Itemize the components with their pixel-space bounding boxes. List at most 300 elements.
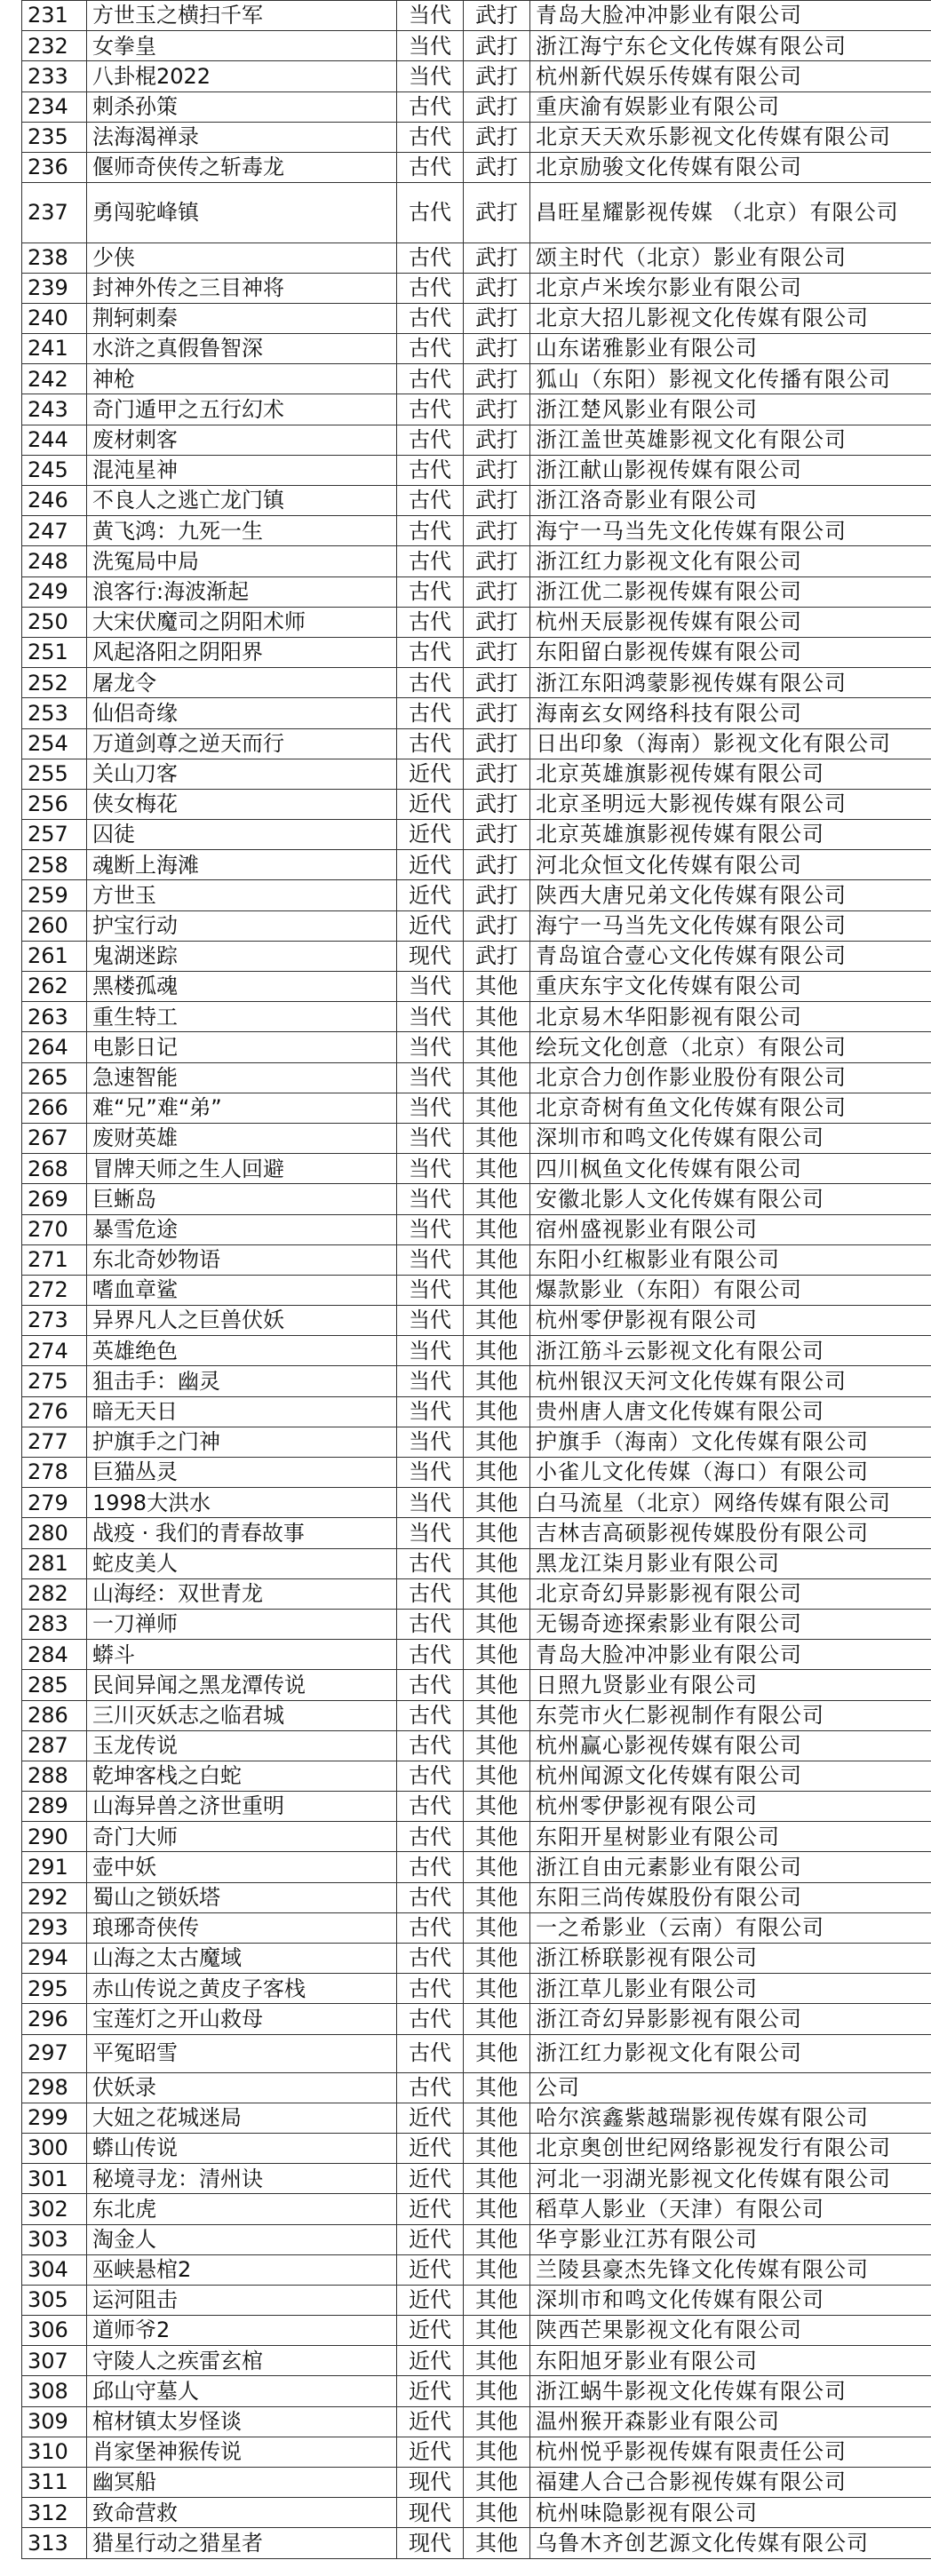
- row-number: 244: [22, 425, 87, 455]
- company-cell: 北京励骏文化传媒有限公司: [530, 152, 931, 182]
- era-cell: 当代: [397, 1244, 464, 1275]
- company-cell: 东阳三尚传媒股份有限公司: [530, 1882, 931, 1912]
- row-number: 260: [22, 910, 87, 941]
- genre-cell: 武打: [464, 546, 530, 576]
- film-title: 冒牌天师之生人回避: [87, 1154, 397, 1184]
- film-title: 蛇皮美人: [87, 1548, 397, 1578]
- era-cell: 当代: [397, 1032, 464, 1062]
- genre-cell: 武打: [464, 910, 530, 941]
- era-cell: 古代: [397, 152, 464, 182]
- table-row: [22, 455, 931, 485]
- genre-cell: 其他: [464, 1609, 530, 1639]
- film-title: 棺材镇太岁怪谈: [87, 2406, 397, 2437]
- row-number: 312: [22, 2498, 87, 2528]
- film-title: 平冤昭雪: [87, 2034, 397, 2072]
- film-title: 山海之太古魔域: [87, 1944, 397, 1974]
- company-cell: 北京奇幻异影影视有限公司: [530, 1578, 931, 1609]
- era-cell: 当代: [397, 31, 464, 61]
- row-number: 306: [22, 2316, 87, 2346]
- company-cell: 青岛谊合壹心文化传媒有限公司: [530, 941, 931, 971]
- company-cell: 浙江红力影视文化有限公司: [530, 2034, 931, 2072]
- film-title: 急速智能: [87, 1062, 397, 1093]
- table-row: [22, 516, 931, 546]
- genre-cell: 其他: [464, 2164, 530, 2194]
- film-title: 异界凡人之巨兽伏妖: [87, 1306, 397, 1336]
- genre-cell: 武打: [464, 31, 530, 61]
- genre-cell: 其他: [464, 1032, 530, 1062]
- company-cell: 日照九贤影业有限公司: [530, 1670, 931, 1700]
- genre-cell: 其他: [464, 2034, 530, 2072]
- film-title: 一刀禅师: [87, 1609, 397, 1639]
- company-cell: 绘玩文化创意（北京）有限公司: [530, 1032, 931, 1062]
- company-cell: 北京英雄旗影视传媒有限公司: [530, 759, 931, 789]
- company-cell: 河北众恒文化传媒有限公司: [530, 850, 931, 880]
- genre-cell: 其他: [464, 1123, 530, 1153]
- company-cell: 浙江楚风影业有限公司: [530, 394, 931, 425]
- era-cell: 古代: [397, 334, 464, 364]
- table-row: [22, 183, 931, 242]
- row-number: 246: [22, 486, 87, 516]
- row-number: 269: [22, 1184, 87, 1214]
- era-cell: 古代: [397, 273, 464, 303]
- table-row: [22, 1366, 931, 1396]
- film-title: 赤山传说之黄皮子客栈: [87, 1974, 397, 2004]
- era-cell: 近代: [397, 2316, 464, 2346]
- era-cell: 当代: [397, 1427, 464, 1457]
- company-cell: 杭州零伊影视有限公司: [530, 1306, 931, 1336]
- era-cell: 古代: [397, 1761, 464, 1791]
- era-cell: 古代: [397, 394, 464, 425]
- genre-cell: 武打: [464, 394, 530, 425]
- film-title: 屠龙令: [87, 668, 397, 698]
- table-row: [22, 2103, 931, 2133]
- film-title: 蟒山传说: [87, 2133, 397, 2163]
- film-title: 少侠: [87, 242, 397, 273]
- genre-cell: 其他: [464, 2072, 530, 2103]
- table-row: [22, 1944, 931, 1974]
- company-cell: 浙江筋斗云影视文化有限公司: [530, 1336, 931, 1366]
- table-row: [22, 668, 931, 698]
- era-cell: 古代: [397, 1912, 464, 1943]
- genre-cell: 其他: [464, 1730, 530, 1761]
- table-row: [22, 1123, 931, 1153]
- table-row: [22, 1882, 931, 1912]
- company-cell: 东阳开星树影业有限公司: [530, 1822, 931, 1852]
- film-title: 壶中妖: [87, 1852, 397, 1882]
- genre-cell: 其他: [464, 2498, 530, 2528]
- era-cell: 古代: [397, 303, 464, 333]
- company-cell: 宿州盛视影业有限公司: [530, 1214, 931, 1244]
- table-row: [22, 486, 931, 516]
- row-number: 296: [22, 2004, 87, 2034]
- table-row: [22, 1792, 931, 1822]
- company-cell: 浙江草儿影业有限公司: [530, 1974, 931, 2004]
- era-cell: 古代: [397, 728, 464, 759]
- film-title: 电影日记: [87, 1032, 397, 1062]
- genre-cell: 其他: [464, 1822, 530, 1852]
- film-title: 大妞之花城迷局: [87, 2103, 397, 2133]
- table-row: [22, 1214, 931, 1244]
- row-number: 238: [22, 242, 87, 273]
- film-title: 法海渴禅录: [87, 122, 397, 152]
- genre-cell: 其他: [464, 1244, 530, 1275]
- era-cell: 当代: [397, 61, 464, 91]
- era-cell: 当代: [397, 1518, 464, 1548]
- table-row: [22, 1336, 931, 1366]
- genre-cell: 其他: [464, 1518, 530, 1548]
- table-row: [22, 880, 931, 910]
- era-cell: 古代: [397, 91, 464, 122]
- table-row: [22, 637, 931, 667]
- genre-cell: 其他: [464, 1396, 530, 1427]
- table-row: [22, 122, 931, 152]
- film-title: 万道剑尊之逆天而行: [87, 728, 397, 759]
- row-number: 263: [22, 1002, 87, 1032]
- film-title: 刺杀孙策: [87, 91, 397, 122]
- table-row: [22, 607, 931, 637]
- genre-cell: 武打: [464, 880, 530, 910]
- table-row: [22, 1154, 931, 1184]
- row-number: 311: [22, 2468, 87, 2498]
- company-cell: 东阳留白影视传媒有限公司: [530, 637, 931, 667]
- company-cell: 日出印象（海南）影视文化有限公司: [530, 728, 931, 759]
- company-cell: 福建人合己合影视传媒有限公司: [530, 2468, 931, 2498]
- company-cell: 护旗手（海南）文化传媒有限公司: [530, 1427, 931, 1457]
- company-cell: 东莞市火仁影视制作有限公司: [530, 1700, 931, 1730]
- film-list-table: [21, 0, 931, 2559]
- film-title: 民间异闻之黑龙潭传说: [87, 1670, 397, 1700]
- row-number: 297: [22, 2034, 87, 2072]
- row-number: 257: [22, 820, 87, 850]
- film-title: 乾坤客栈之白蛇: [87, 1761, 397, 1791]
- row-number: 294: [22, 1944, 87, 1974]
- era-cell: 古代: [397, 2034, 464, 2072]
- era-cell: 古代: [397, 122, 464, 152]
- company-cell: 昌旺星耀影视传媒 （北京）有限公司: [530, 183, 931, 242]
- era-cell: 当代: [397, 1396, 464, 1427]
- company-cell: 稻草人影业（天津）有限公司: [530, 2194, 931, 2224]
- film-title: 伏妖录: [87, 2072, 397, 2103]
- film-title: 蜀山之锁妖塔: [87, 1882, 397, 1912]
- company-cell: 浙江桥联影视有限公司: [530, 1944, 931, 1974]
- row-number: 299: [22, 2103, 87, 2133]
- genre-cell: 其他: [464, 1366, 530, 1396]
- company-cell: 杭州味隐影视有限公司: [530, 2498, 931, 2528]
- film-title: 勇闯驼峰镇: [87, 183, 397, 242]
- table-row: [22, 91, 931, 122]
- era-cell: 当代: [397, 1123, 464, 1153]
- company-cell: 浙江洛奇影业有限公司: [530, 486, 931, 516]
- era-cell: 近代: [397, 850, 464, 880]
- company-cell: 浙江奇幻异影影视有限公司: [530, 2004, 931, 2034]
- era-cell: 古代: [397, 546, 464, 576]
- genre-cell: 其他: [464, 1792, 530, 1822]
- company-cell: 浙江红力影视文化有限公司: [530, 546, 931, 576]
- row-number: 241: [22, 334, 87, 364]
- table-row: [22, 820, 931, 850]
- table-row: [22, 2498, 931, 2528]
- company-cell: 重庆东宇文化传媒有限公司: [530, 972, 931, 1002]
- genre-cell: 武打: [464, 941, 530, 971]
- table-row: [22, 850, 931, 880]
- genre-cell: 其他: [464, 2285, 530, 2315]
- film-title: 偃师奇侠传之斩毒龙: [87, 152, 397, 182]
- era-cell: 当代: [397, 1002, 464, 1032]
- era-cell: 古代: [397, 364, 464, 394]
- film-title: 琅琊奇侠传: [87, 1912, 397, 1943]
- era-cell: 当代: [397, 1, 464, 31]
- era-cell: 当代: [397, 1184, 464, 1214]
- row-number: 239: [22, 273, 87, 303]
- table-row: [22, 334, 931, 364]
- film-title: 邱山守墓人: [87, 2376, 397, 2406]
- genre-cell: 其他: [464, 1912, 530, 1943]
- row-number: 264: [22, 1032, 87, 1062]
- row-number: 301: [22, 2164, 87, 2194]
- genre-cell: 其他: [464, 2194, 530, 2224]
- film-title: 守陵人之疾雷玄棺: [87, 2346, 397, 2376]
- table-row: [22, 1488, 931, 1518]
- row-number: 235: [22, 122, 87, 152]
- era-cell: 古代: [397, 2004, 464, 2034]
- genre-cell: 武打: [464, 607, 530, 637]
- film-title: 1998大洪水: [87, 1488, 397, 1518]
- table-row: [22, 2254, 931, 2285]
- genre-cell: 武打: [464, 698, 530, 728]
- table-row: [22, 152, 931, 182]
- genre-cell: 其他: [464, 1944, 530, 1974]
- film-title: 东北奇妙物语: [87, 1244, 397, 1275]
- row-number: 272: [22, 1275, 87, 1305]
- row-number: 254: [22, 728, 87, 759]
- row-number: 251: [22, 637, 87, 667]
- company-cell: 安徽北影人文化传媒有限公司: [530, 1184, 931, 1214]
- company-cell: 北京英雄旗影视传媒有限公司: [530, 820, 931, 850]
- era-cell: 近代: [397, 910, 464, 941]
- company-cell: 杭州闻源文化传媒有限公司: [530, 1761, 931, 1791]
- genre-cell: 武打: [464, 637, 530, 667]
- row-number: 267: [22, 1123, 87, 1153]
- row-number: 300: [22, 2133, 87, 2163]
- row-number: 308: [22, 2376, 87, 2406]
- row-number: 285: [22, 1670, 87, 1700]
- company-cell: 北京卢米埃尔影业有限公司: [530, 273, 931, 303]
- company-cell: 小雀儿文化传媒（海口）有限公司: [530, 1458, 931, 1488]
- genre-cell: 武打: [464, 820, 530, 850]
- row-number: 262: [22, 972, 87, 1002]
- film-title: 废财英雄: [87, 1123, 397, 1153]
- film-title: 八卦棍2022: [87, 61, 397, 91]
- row-number: 273: [22, 1306, 87, 1336]
- film-title: 巨蜥岛: [87, 1184, 397, 1214]
- company-cell: 贵州唐人唐文化传媒有限公司: [530, 1396, 931, 1427]
- row-number: 286: [22, 1700, 87, 1730]
- row-number: 261: [22, 941, 87, 971]
- company-cell: 杭州赢心影视传媒有限公司: [530, 1730, 931, 1761]
- era-cell: 现代: [397, 2498, 464, 2528]
- row-number: 295: [22, 1974, 87, 2004]
- film-title: 水浒之真假鲁智深: [87, 334, 397, 364]
- era-cell: 近代: [397, 2194, 464, 2224]
- table-row: [22, 728, 931, 759]
- era-cell: 当代: [397, 1214, 464, 1244]
- company-cell: 陕西大唐兄弟文化传媒有限公司: [530, 880, 931, 910]
- table-row: [22, 1700, 931, 1730]
- genre-cell: 其他: [464, 2346, 530, 2376]
- era-cell: 古代: [397, 1548, 464, 1578]
- company-cell: 浙江东阳鸿蒙影视传媒有限公司: [530, 668, 931, 698]
- genre-cell: 其他: [464, 2528, 530, 2558]
- row-number: 278: [22, 1458, 87, 1488]
- film-title: 荆轲刺秦: [87, 303, 397, 333]
- genre-cell: 其他: [464, 1548, 530, 1578]
- row-number: 249: [22, 576, 87, 607]
- film-title: 幽冥船: [87, 2468, 397, 2498]
- company-cell: 温州猴开森影业有限公司: [530, 2406, 931, 2437]
- film-title: 废材刺客: [87, 425, 397, 455]
- era-cell: 现代: [397, 941, 464, 971]
- era-cell: 近代: [397, 2346, 464, 2376]
- era-cell: 当代: [397, 1093, 464, 1123]
- genre-cell: 武打: [464, 455, 530, 485]
- film-title: 护旗手之门神: [87, 1427, 397, 1457]
- film-title: 道师爷2: [87, 2316, 397, 2346]
- genre-cell: 武打: [464, 759, 530, 789]
- table-row: [22, 2133, 931, 2163]
- row-number: 268: [22, 1154, 87, 1184]
- genre-cell: 其他: [464, 972, 530, 1002]
- table-row: [22, 2346, 931, 2376]
- film-title: 猎星行动之猎星者: [87, 2528, 397, 2558]
- company-cell: 浙江蜗牛影视文化传媒有限公司: [530, 2376, 931, 2406]
- era-cell: 古代: [397, 1640, 464, 1670]
- era-cell: 古代: [397, 698, 464, 728]
- table-row: [22, 1275, 931, 1305]
- film-title: 奇门遁甲之五行幻术: [87, 394, 397, 425]
- era-cell: 近代: [397, 789, 464, 819]
- genre-cell: 其他: [464, 1336, 530, 1366]
- row-number: 291: [22, 1852, 87, 1882]
- company-cell: 北京天天欢乐影视文化传媒有限公司: [530, 122, 931, 152]
- row-number: 290: [22, 1822, 87, 1852]
- era-cell: 近代: [397, 820, 464, 850]
- row-number: 247: [22, 516, 87, 546]
- table-row: [22, 425, 931, 455]
- company-cell: 杭州天辰影视传媒有限公司: [530, 607, 931, 637]
- table-row: [22, 1093, 931, 1123]
- company-cell: 爆款影业（东阳）有限公司: [530, 1275, 931, 1305]
- era-cell: 古代: [397, 1882, 464, 1912]
- company-cell: 杭州银汉天河文化传媒有限公司: [530, 1366, 931, 1396]
- genre-cell: 武打: [464, 576, 530, 607]
- row-number: 258: [22, 850, 87, 880]
- row-number: 287: [22, 1730, 87, 1761]
- film-title: 肖家堡神猴传说: [87, 2437, 397, 2467]
- row-number: 304: [22, 2254, 87, 2285]
- film-title: 致命营救: [87, 2498, 397, 2528]
- table-row: [22, 1640, 931, 1670]
- row-number: 255: [22, 759, 87, 789]
- era-cell: 古代: [397, 1792, 464, 1822]
- era-cell: 近代: [397, 2254, 464, 2285]
- row-number: 279: [22, 1488, 87, 1518]
- table-row: [22, 576, 931, 607]
- table-row: [22, 1032, 931, 1062]
- genre-cell: 其他: [464, 1882, 530, 1912]
- film-title: 护宝行动: [87, 910, 397, 941]
- company-cell: 狐山（东阳）影视文化传播有限公司: [530, 364, 931, 394]
- row-number: 303: [22, 2224, 87, 2254]
- film-title: 巨猫丛灵: [87, 1458, 397, 1488]
- row-number: 243: [22, 394, 87, 425]
- row-number: 280: [22, 1518, 87, 1548]
- row-number: 271: [22, 1244, 87, 1275]
- genre-cell: 武打: [464, 122, 530, 152]
- table-row: [22, 2034, 931, 2072]
- film-title: 囚徒: [87, 820, 397, 850]
- table-row: [22, 2004, 931, 2034]
- row-number: 288: [22, 1761, 87, 1791]
- table-row: [22, 789, 931, 819]
- table-row: [22, 1670, 931, 1700]
- genre-cell: 武打: [464, 91, 530, 122]
- era-cell: 当代: [397, 1458, 464, 1488]
- film-title: 仙侣奇缘: [87, 698, 397, 728]
- row-number: 231: [22, 1, 87, 31]
- film-title: 重生特工: [87, 1002, 397, 1032]
- era-cell: 古代: [397, 1670, 464, 1700]
- table-row: [22, 61, 931, 91]
- table-row: [22, 1184, 931, 1214]
- film-title: 神枪: [87, 364, 397, 394]
- company-cell: 北京圣明远大影视传媒有限公司: [530, 789, 931, 819]
- era-cell: 现代: [397, 2468, 464, 2498]
- film-title: 秘境寻龙：清州诀: [87, 2164, 397, 2194]
- company-cell: 深圳市和鸣文化传媒有限公司: [530, 1123, 931, 1153]
- company-cell: 陕西芒果影视文化有限公司: [530, 2316, 931, 2346]
- table-row: [22, 1306, 931, 1336]
- table-row: [22, 394, 931, 425]
- film-title: 玉龙传说: [87, 1730, 397, 1761]
- era-cell: 近代: [397, 2285, 464, 2315]
- row-number: 240: [22, 303, 87, 333]
- company-cell: 青岛大脸冲冲影业有限公司: [530, 1640, 931, 1670]
- table-row: [22, 1822, 931, 1852]
- row-number: 242: [22, 364, 87, 394]
- film-title: 女拳皇: [87, 31, 397, 61]
- row-number: 289: [22, 1792, 87, 1822]
- company-cell: 哈尔滨鑫紫越瑞影视传媒有限公司: [530, 2103, 931, 2133]
- era-cell: 当代: [397, 1366, 464, 1396]
- company-cell: 东阳旭牙影业有限公司: [530, 2346, 931, 2376]
- genre-cell: 其他: [464, 1002, 530, 1032]
- table-row: [22, 546, 931, 576]
- company-cell: 公司: [530, 2072, 931, 2103]
- table-row: [22, 2285, 931, 2315]
- row-number: 236: [22, 152, 87, 182]
- row-number: 233: [22, 61, 87, 91]
- genre-cell: 其他: [464, 1974, 530, 2004]
- genre-cell: 武打: [464, 273, 530, 303]
- row-number: 256: [22, 789, 87, 819]
- row-number: 245: [22, 455, 87, 485]
- table-row: [22, 364, 931, 394]
- genre-cell: 其他: [464, 1488, 530, 1518]
- table-row: [22, 1912, 931, 1943]
- genre-cell: 武打: [464, 668, 530, 698]
- film-title: 蟒斗: [87, 1640, 397, 1670]
- company-cell: 浙江盖世英雄影视文化有限公司: [530, 425, 931, 455]
